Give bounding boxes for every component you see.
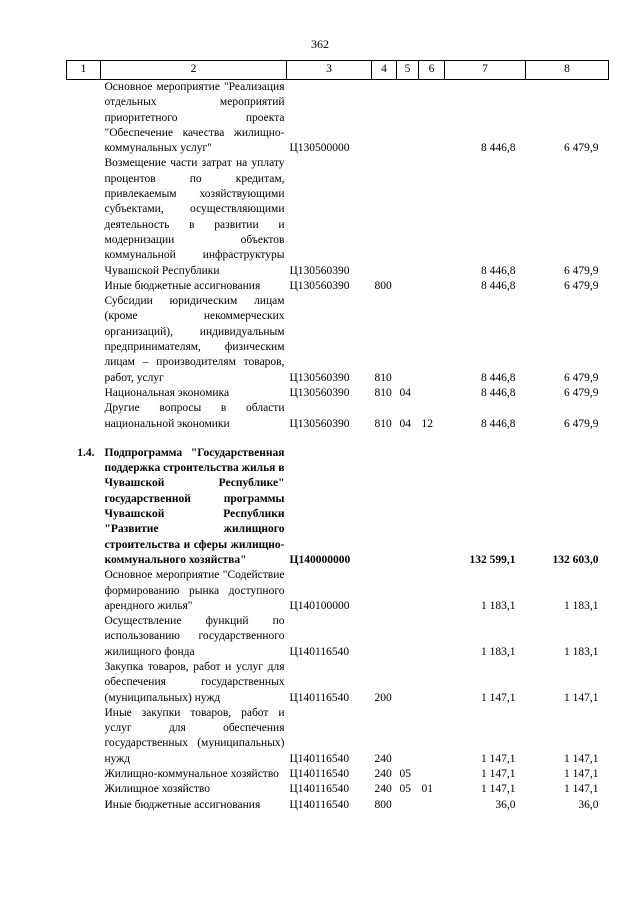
row-description: Закупка товаров, работ и услуг для обеспечения государственных (муниципальных) нужд xyxy=(104,660,285,704)
expense-type xyxy=(372,156,397,278)
table-header-row xyxy=(67,61,609,80)
row-description: Иные закупки товаров, работ и услуг для обеспечения государственных (муниципальных) нужд xyxy=(104,706,285,765)
row-description: Иные бюджетные ассигнования xyxy=(104,279,261,292)
amount-year-1: 1 183,1 xyxy=(481,599,516,612)
section-code: 04 xyxy=(399,417,411,430)
table-row xyxy=(67,782,609,797)
section-number xyxy=(67,279,101,294)
target-article-code: Ц140116540 xyxy=(289,645,350,658)
expense-type: 240 xyxy=(374,752,392,765)
target-article-code: Ц130560390 xyxy=(289,279,350,292)
table-row xyxy=(67,386,609,401)
row-description: Основное мероприятие "Содействие формированию рынка доступного арендного жилья" xyxy=(104,569,285,612)
subsection-code xyxy=(419,706,445,767)
amount-year-1: 8 446,8 xyxy=(481,386,516,399)
row-spacer-cell xyxy=(67,432,609,446)
section-code xyxy=(397,294,419,386)
section-number xyxy=(67,80,101,157)
section-code xyxy=(397,80,419,157)
target-article-code: Ц140116540 xyxy=(289,768,350,781)
header-col-2: 2 xyxy=(101,61,287,80)
table-row xyxy=(67,767,609,782)
target-article-code: Ц130560390 xyxy=(289,264,350,277)
row-description: Национальная экономика xyxy=(104,386,230,399)
subsection-code: 12 xyxy=(421,417,433,430)
section-number xyxy=(67,782,101,797)
header-col-4: 4 xyxy=(372,61,397,80)
amount-year-1: 1 147,1 xyxy=(481,783,516,796)
amount-year-1: 8 446,8 xyxy=(481,417,516,430)
table-row xyxy=(67,614,609,660)
expense-type: 240 xyxy=(374,768,392,781)
amount-year-1: 36,0 xyxy=(495,798,516,811)
amount-year-1: 132 599,1 xyxy=(469,553,516,566)
row-description: Жилищное хозяйство xyxy=(104,783,211,796)
amount-year-2: 6 479,9 xyxy=(564,386,599,399)
subsection-code xyxy=(419,798,445,813)
table-row xyxy=(67,798,609,813)
expense-type: 810 xyxy=(374,386,392,399)
section-number xyxy=(67,386,101,401)
section-number xyxy=(67,568,101,614)
subsection-code xyxy=(419,156,445,278)
amount-year-1: 8 446,8 xyxy=(481,142,516,155)
section-number xyxy=(67,156,101,278)
section-number xyxy=(67,614,101,660)
amount-year-1: 8 446,8 xyxy=(481,279,516,292)
header-col-1: 1 xyxy=(67,61,101,80)
subsection-code xyxy=(419,614,445,660)
subsection-code xyxy=(419,446,445,568)
target-article-code: Ц130560390 xyxy=(289,371,350,384)
section-number xyxy=(67,706,101,767)
table-row xyxy=(67,294,609,386)
amount-year-2: 36,0 xyxy=(578,798,599,811)
section-code: 05 xyxy=(399,783,411,796)
row-description: Субсидии юридическим лицам (кроме некоммерческих организаций), индивидуальным предпринимателям, физическим лицам – производителям товаров, работ, услуг xyxy=(104,295,285,384)
row-description: Иные бюджетные ассигнования xyxy=(104,798,261,811)
subsection-code xyxy=(419,660,445,706)
row-description: Жилищно-коммунальное хозяйство xyxy=(104,768,279,781)
section-code xyxy=(397,798,419,813)
section-code xyxy=(397,660,419,706)
target-article-code: Ц130560390 xyxy=(289,417,350,430)
amount-year-2: 1 183,1 xyxy=(564,645,599,658)
section-number xyxy=(67,294,101,386)
row-spacer xyxy=(67,432,609,446)
amount-year-2: 6 479,9 xyxy=(564,371,599,384)
target-article-code: Ц140116540 xyxy=(289,752,350,765)
amount-year-2: 1 183,1 xyxy=(564,599,599,612)
header-col-6: 6 xyxy=(419,61,445,80)
amount-year-2: 6 479,9 xyxy=(564,142,599,155)
amount-year-1: 1 147,1 xyxy=(481,691,516,704)
subsection-code xyxy=(419,386,445,401)
section-code xyxy=(397,279,419,294)
target-article-code: Ц140000000 xyxy=(289,553,351,566)
section-number xyxy=(67,660,101,706)
header-col-8: 8 xyxy=(526,61,609,80)
section-code xyxy=(397,446,419,568)
table-body xyxy=(67,80,609,813)
amount-year-1: 8 446,8 xyxy=(481,371,516,384)
header-col-5: 5 xyxy=(397,61,419,80)
subsection-code xyxy=(419,80,445,157)
table-row xyxy=(67,660,609,706)
section-code xyxy=(397,614,419,660)
row-description: Подпрограмма "Государственная поддержка строительства жилья в Чувашской Республике" государственной программы Чувашской Республики "Развитие жилищного строительства и сферы жилищно-коммунального хозяйства" xyxy=(104,446,285,566)
table-row xyxy=(67,446,609,568)
expense-type xyxy=(372,568,397,614)
section-number: 1.4. xyxy=(77,446,95,459)
header-col-7: 7 xyxy=(445,61,526,80)
section-code xyxy=(397,706,419,767)
amount-year-2: 1 147,1 xyxy=(564,752,599,765)
table-row xyxy=(67,568,609,614)
target-article-code: Ц140116540 xyxy=(289,783,350,796)
expense-type: 810 xyxy=(374,417,392,430)
table-row xyxy=(67,80,609,157)
amount-year-2: 1 147,1 xyxy=(564,768,599,781)
amount-year-2: 132 603,0 xyxy=(552,553,599,566)
expense-type xyxy=(372,80,397,157)
expense-type xyxy=(372,446,397,568)
amount-year-1: 1 147,1 xyxy=(481,768,516,781)
table-row xyxy=(67,706,609,767)
section-code xyxy=(397,156,419,278)
amount-year-2: 6 479,9 xyxy=(564,417,599,430)
target-article-code: Ц130560390 xyxy=(289,386,350,399)
target-article-code: Ц140100000 xyxy=(289,599,350,612)
row-description: Осуществление функций по использованию государственного жилищного фонда xyxy=(104,615,285,658)
amount-year-2: 6 479,9 xyxy=(564,264,599,277)
section-number xyxy=(67,401,101,432)
table-row xyxy=(67,401,609,432)
amount-year-2: 1 147,1 xyxy=(564,691,599,704)
section-code xyxy=(397,568,419,614)
row-description: Другие вопросы в области национальной экономики xyxy=(104,402,285,430)
section-code: 05 xyxy=(399,768,411,781)
target-article-code: Ц130500000 xyxy=(289,142,350,155)
subsection-code xyxy=(419,767,445,782)
section-number xyxy=(67,767,101,782)
table-row xyxy=(67,156,609,278)
amount-year-1: 1 183,1 xyxy=(481,645,516,658)
amount-year-2: 6 479,9 xyxy=(564,279,599,292)
expense-type: 800 xyxy=(374,798,392,811)
subsection-code xyxy=(419,294,445,386)
table-row xyxy=(67,279,609,294)
header-col-3: 3 xyxy=(287,61,372,80)
amount-year-1: 1 147,1 xyxy=(481,752,516,765)
amount-year-2: 1 147,1 xyxy=(564,783,599,796)
row-description: Возмещение части затрат на уплату процентов по кредитам, привлекаемым хозяйствующими субъектами, осуществляющими деятельность в развитии и модернизации объектов коммунальной инфраструктуры Чувашской Республики xyxy=(104,157,285,277)
expense-type: 200 xyxy=(374,691,392,704)
target-article-code: Ц140116540 xyxy=(289,691,350,704)
budget-table xyxy=(66,60,609,813)
expense-type xyxy=(372,614,397,660)
row-description: Основное мероприятие "Реализация отдельных мероприятий приоритетного проекта "Обеспечение качества жилищно-коммунальных услуг" xyxy=(104,81,285,155)
subsection-code xyxy=(419,279,445,294)
subsection-code xyxy=(419,568,445,614)
section-number xyxy=(67,798,101,813)
expense-type: 810 xyxy=(374,371,392,384)
target-article-code: Ц140116540 xyxy=(289,798,350,811)
section-code: 04 xyxy=(399,386,411,399)
expense-type: 240 xyxy=(374,783,392,796)
page-number: 362 xyxy=(311,37,329,51)
amount-year-1: 8 446,8 xyxy=(481,264,516,277)
subsection-code: 01 xyxy=(421,783,433,796)
expense-type: 800 xyxy=(374,279,392,292)
